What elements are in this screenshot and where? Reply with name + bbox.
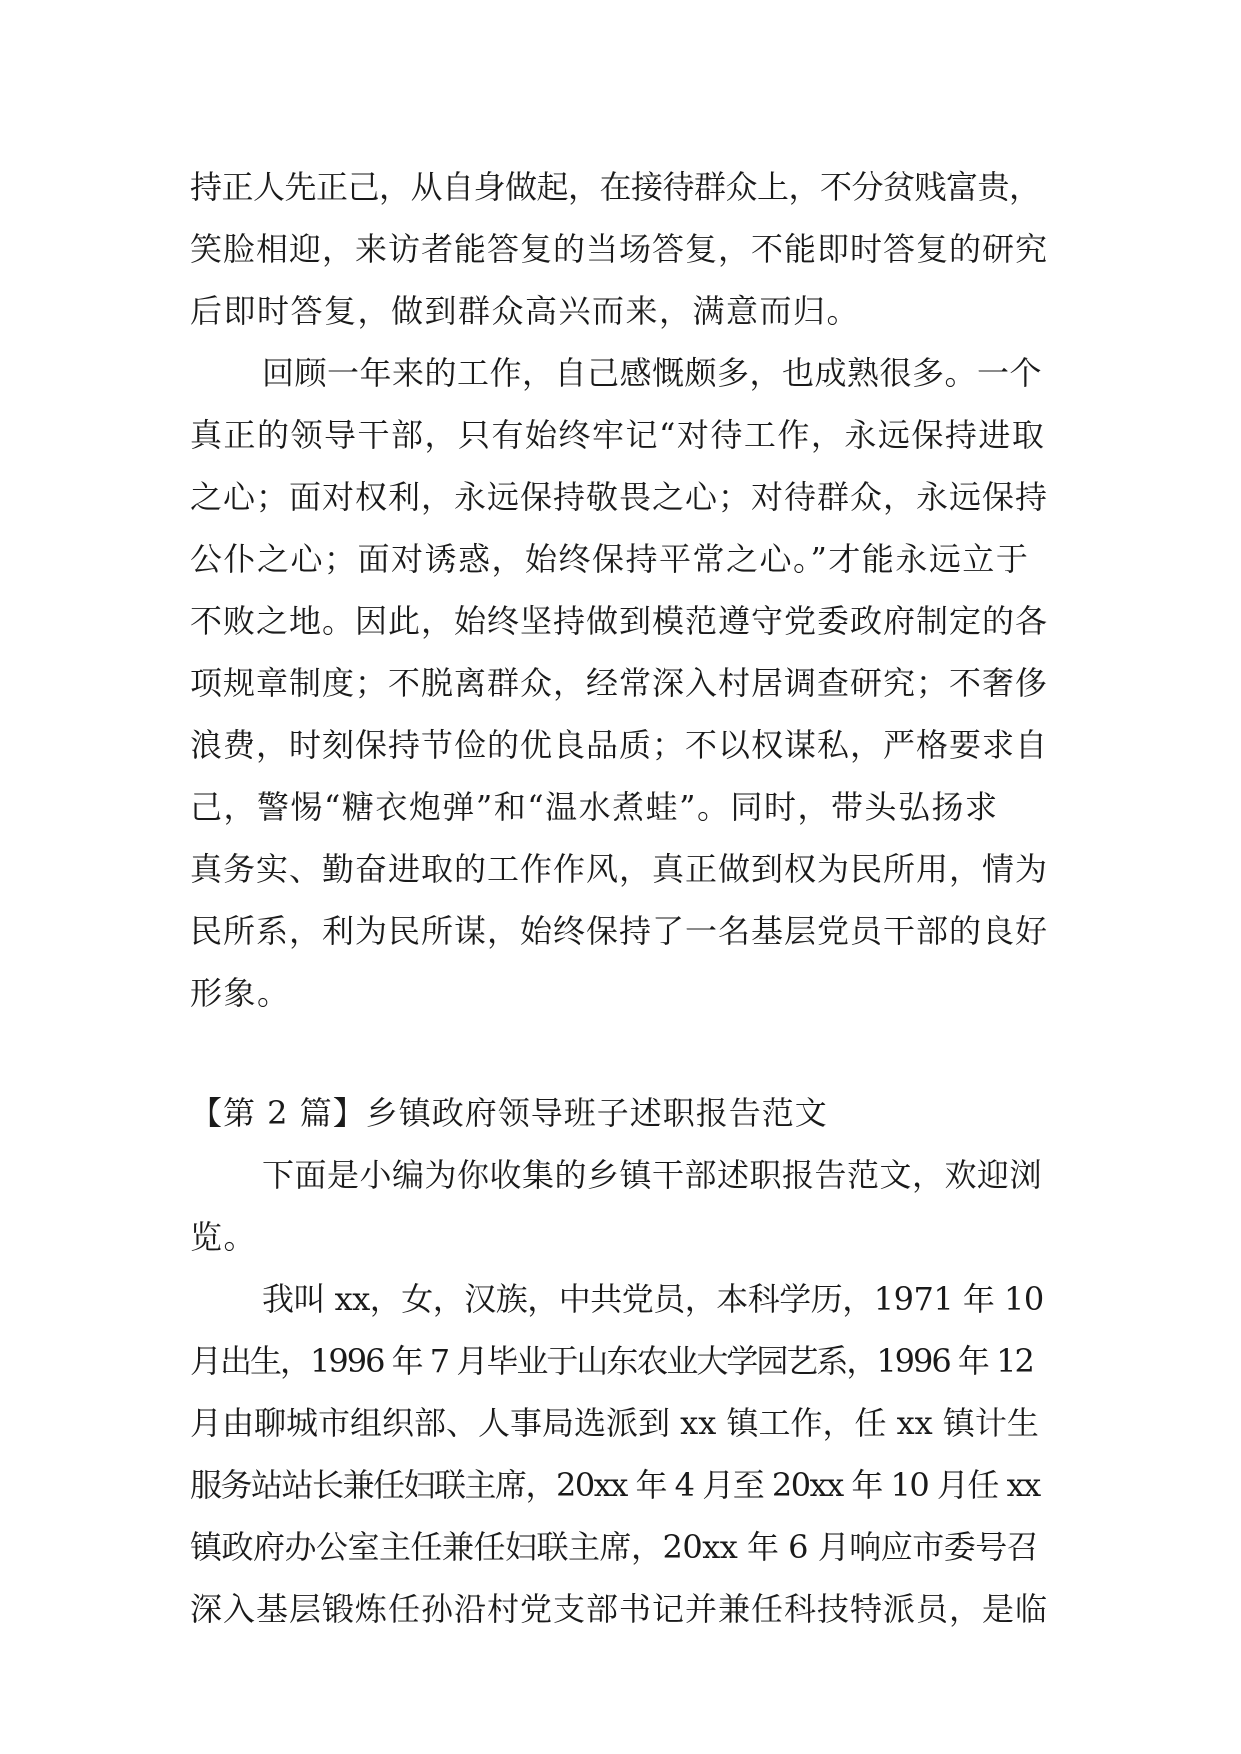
text-line: 不败之地。因此，始终坚持做到模范遵守党委政府制定的各 (190, 602, 1049, 640)
text-line: 服务站站长兼任妇联主席，20xx 年 4 月至 20xx 年 10 月任 xx (190, 1466, 1040, 1504)
text-line: 民所系，利为民所谋，始终保持了一名基层党员干部的良好 (190, 912, 1049, 950)
text-line: 形象。 (190, 974, 291, 1012)
text-line: 真正的领导干部，只有始终牢记“对待工作，永远保持进取 (190, 416, 1046, 454)
section-spacer (190, 1024, 1050, 1082)
document-body (190, 156, 1050, 1640)
text-line: 真务实、勤奋进取的工作作风，真正做到权为民所用，情为 (190, 850, 1049, 888)
text-line: 我叫 xx，女，汉族，中共党员，本科学历，1971 年 10 (262, 1280, 1044, 1318)
paragraph-review (190, 342, 1050, 1024)
paragraph-reception (190, 156, 1050, 342)
text-line: 深入基层锻炼任孙沿村党支部书记并兼任科技特派员，是临 (190, 1590, 1049, 1628)
text-line: 回顾一年来的工作，自己感慨颇多，也成熟很多。一个 (262, 354, 1043, 392)
text-line: 下面是小编为你收集的乡镇干部述职报告范文，欢迎浏 (262, 1156, 1043, 1194)
text-line: 之心；面对权利，永远保持敬畏之心；对待群众，永远保持 (190, 478, 1049, 516)
paragraph-biography (190, 1268, 1050, 1640)
text-line: 项规章制度；不脱离群众，经常深入村居调查研究；不奢侈 (190, 664, 1049, 702)
text-line: 月出生，1996 年 7 月毕业于山东农业大学园艺系，1996 年 12 (190, 1342, 1033, 1380)
paragraph-intro (190, 1144, 1050, 1268)
text-line: 浪费，时刻保持节俭的优良品质；不以权谋私，严格要求自 (190, 726, 1049, 764)
text-line: 后即时答复，做到群众高兴而来，满意而归。 (190, 292, 861, 330)
section-heading: 【第 2 篇】乡镇政府领导班子述职报告范文 (190, 1094, 828, 1132)
text-line: 览。 (190, 1218, 258, 1256)
text-line: 公仆之心；面对诱惑，始终保持平常之心。”才能永远立于 (190, 540, 1030, 578)
text-line: 己，警惕“糖衣炮弹”和“温水煮蛙”。同时，带头弘扬求 (190, 788, 999, 826)
text-line: 笑脸相迎，来访者能答复的当场答复，不能即时答复的研究 (190, 230, 1049, 268)
text-line: 月由聊城市组织部、人事局选派到 xx 镇工作，任 xx 镇计生 (190, 1404, 1039, 1442)
text-line: 镇政府办公室主任兼任妇联主席，20xx 年 6 月响应市委号召 (190, 1528, 1039, 1566)
text-line: 持正人先正己，从自身做起，在接待群众上，不分贫贱富贵， (190, 168, 1041, 206)
